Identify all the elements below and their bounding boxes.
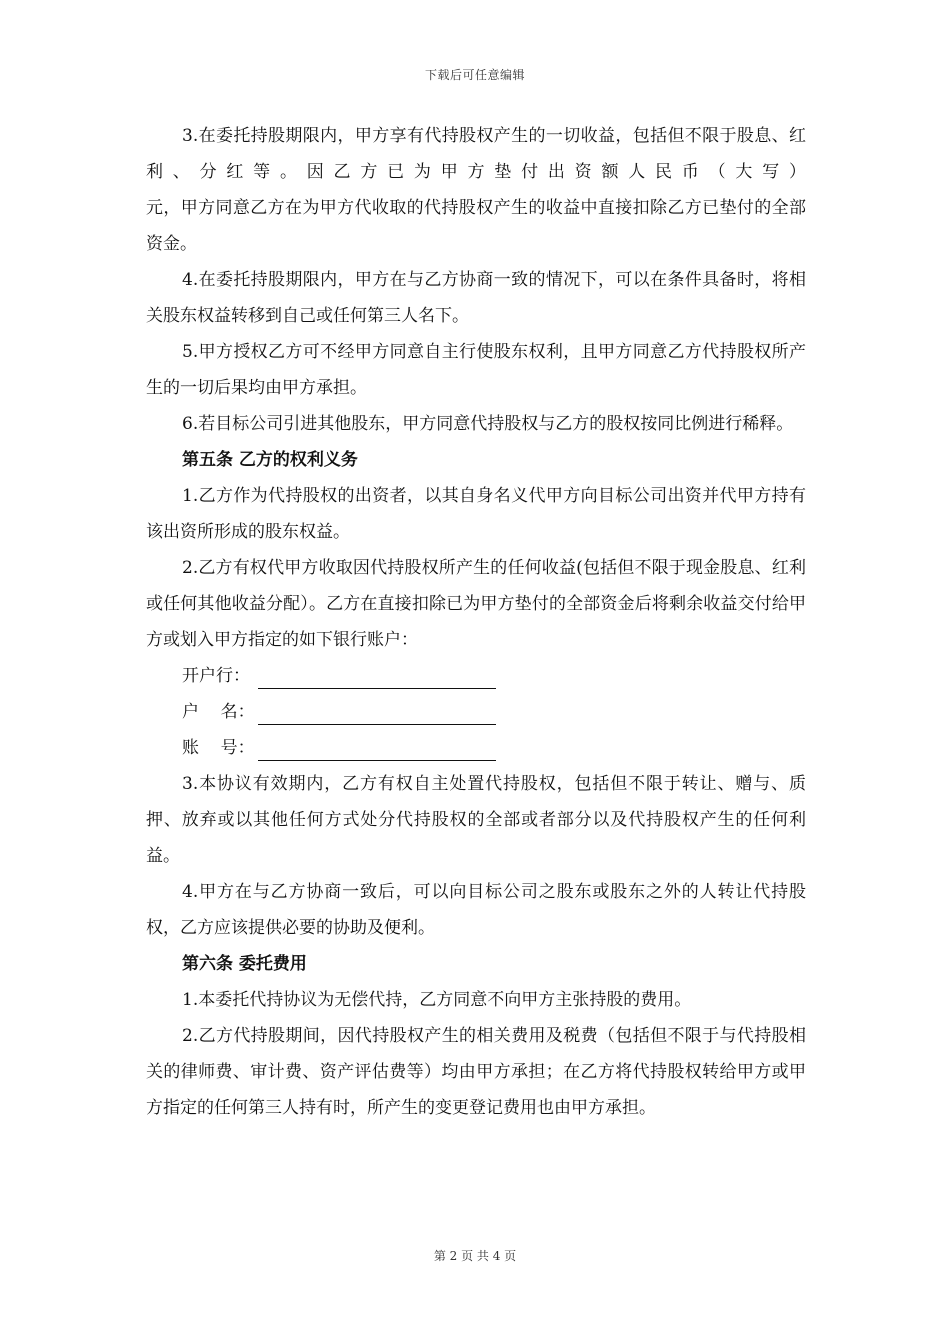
paragraph-4-3-continued: 元，甲方同意乙方在为甲方代收取的代持股权产生的收益中直接扣除乙方已垫付的全部资金。 <box>146 198 806 254</box>
page-footer: 第 2 页 共 4 页 <box>433 1249 517 1263</box>
account-name-field-blank[interactable] <box>258 700 496 725</box>
paragraph-6-2: 2.乙方代持股期间，因代持股权产生的相关费用及税费（包括但不限于与代持股相关的律师费、审计费、资产评估费等）均由甲方承担；在乙方将代持股权转给甲方或甲方指定的任何第三人持有时，所产生的变更登记费用也由甲方承担。 <box>146 1026 806 1118</box>
section-5-title: 第五条 乙方的权利义务 <box>182 450 358 470</box>
paragraph-5-1: 1.乙方作为代持股权的出资者，以其自身名义代甲方向目标公司出资并代甲方持有该出资所形成的股东权益。 <box>146 486 806 542</box>
bank-field-label: 开户行： <box>182 666 250 686</box>
account-number-field-row <box>146 730 806 766</box>
account-name-field-label: 户 名： <box>182 702 255 722</box>
paragraph-5-2: 2.乙方有权代甲方收取因代持股权所产生的任何收益(包括但不限于现金股息、红利或任何其他收益分配）。乙方在直接扣除已为甲方垫付的全部资金后将剩余收益交付给甲方或划入甲方指定的如下银行账户： <box>146 558 806 650</box>
paragraph-4-6: 6.若目标公司引进其他股东，甲方同意代持股权与乙方的股权按同比例进行稀释。 <box>182 414 794 434</box>
bank-field-blank[interactable] <box>258 664 496 689</box>
account-number-field-label: 账 号： <box>182 738 255 758</box>
page-header: 下载后可任意编辑 <box>424 68 525 82</box>
paragraph-5-3: 3.本协议有效期内，乙方有权自主处置代持股权，包括但不限于转让、赠与、质押、放弃或以其他任何方式处分代持股权的全部或者部分以及代持股权产生的任何利益。 <box>146 774 806 866</box>
paragraph-4-3: 3.在委托持股期限内，甲方享有代持股权产生的一切收益，包括但不限于股息、红利、分红等。因乙方已为甲方垫付出资额人民币（大写） <box>146 126 806 182</box>
paragraph-5-4: 4.甲方在与乙方协商一致后，可以向目标公司之股东或股东之外的人转让代持股权，乙方应该提供必要的协助及便利。 <box>146 882 806 938</box>
document-body <box>146 118 806 1126</box>
bank-field-row <box>146 658 806 694</box>
paragraph-4-5: 5.甲方授权乙方可不经甲方同意自主行使股东权利，且甲方同意乙方代持股权所产生的一切后果均由甲方承担。 <box>146 342 806 398</box>
paragraph-6-1: 1.本委托代持协议为无偿代持，乙方同意不向甲方主张持股的费用。 <box>182 990 692 1010</box>
section-6-title: 第六条 委托费用 <box>182 954 307 974</box>
paragraph-4-4: 4.在委托持股期限内，甲方在与乙方协商一致的情况下，可以在条件具备时，将相关股东权益转移到自己或任何第三人名下。 <box>146 270 806 326</box>
account-name-field-row <box>146 694 806 730</box>
account-number-field-blank[interactable] <box>258 736 496 761</box>
